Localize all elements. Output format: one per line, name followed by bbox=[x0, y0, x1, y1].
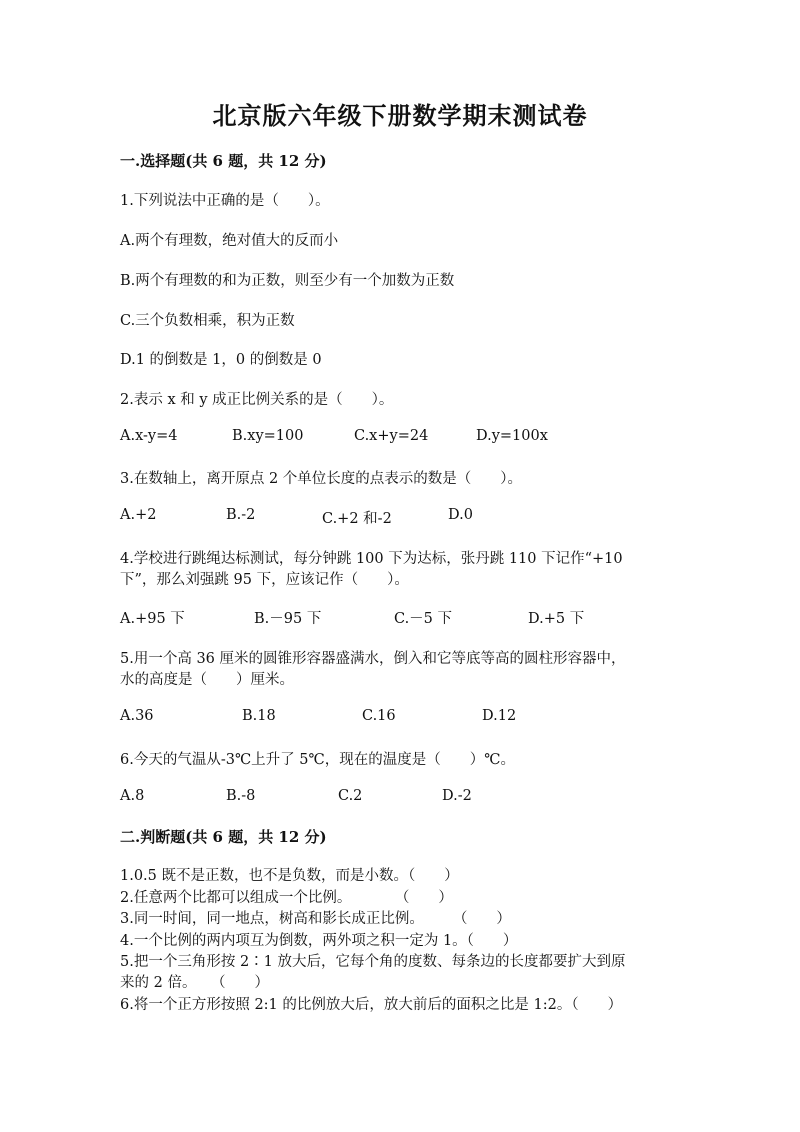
question-2-stem: 2.表示 x 和 y 成正比例关系的是（ ）。 bbox=[120, 392, 394, 408]
judgement-4: 4.一个比例的两内项互为倒数，两外项之积一定为 1。（ ） bbox=[120, 933, 518, 949]
section-heading-choice: 一.选择题(共 6 题，共 12 分) bbox=[120, 152, 327, 170]
question-2-option-b: B.xy=100 bbox=[232, 428, 304, 444]
question-5-option-d: D.12 bbox=[482, 708, 517, 724]
question-4-option-d: D.+5 下 bbox=[528, 611, 585, 627]
question-3-option-d: D.0 bbox=[448, 507, 473, 523]
question-3-option-a: A.+2 bbox=[120, 507, 157, 523]
question-4-stem-line-2: 下”，那么刘强跳 95 下，应该记作（ ）。 bbox=[120, 572, 409, 588]
judgement-5-line-1: 5.把一个三角形按 2∶1 放大后，它每个角的度数、每条边的长度都要扩大到原 bbox=[120, 954, 626, 970]
question-2-option-a: A.x-y=4 bbox=[120, 428, 178, 444]
question-5-option-a: A.36 bbox=[120, 708, 154, 724]
question-2-option-c: C.x+y=24 bbox=[354, 428, 429, 444]
judgement-1: 1.0.5 既不是正数，也不是负数，而是小数。（ ） bbox=[120, 868, 459, 884]
question-4-option-a: A.+95 下 bbox=[120, 611, 185, 627]
question-6-option-a: A.8 bbox=[120, 788, 145, 804]
question-5-option-b: B.18 bbox=[242, 708, 276, 724]
question-5-stem-line-1: 5.用一个高 36 厘米的圆锥形容器盛满水，倒入和它等底等高的圆柱形容器中， bbox=[120, 651, 626, 667]
question-1-option-b: B.两个有理数的和为正数，则至少有一个加数为正数 bbox=[120, 273, 455, 289]
question-4-option-c: C.－5 下 bbox=[394, 611, 453, 627]
question-5-option-c: C.16 bbox=[362, 708, 396, 724]
judgement-6: 6.将一个正方形按照 2:1 的比例放大后，放大前后的面积之比是 1:2。（ ） bbox=[120, 997, 623, 1013]
question-5-stem-line-2: 水的高度是（ ）厘米。 bbox=[120, 672, 294, 688]
question-6-option-b: B.-8 bbox=[226, 788, 256, 804]
question-2-option-d: D.y=100x bbox=[476, 428, 548, 444]
judgement-2: 2.任意两个比都可以组成一个比例。 （ ） bbox=[120, 890, 453, 906]
judgement-5-line-2: 来的 2 倍。 （ ） bbox=[120, 975, 269, 991]
question-4-stem-line-1: 4.学校进行跳绳达标测试，每分钟跳 100 下为达标，张丹跳 110 下记作“+10 bbox=[120, 551, 623, 567]
question-6-option-d: D.-2 bbox=[442, 788, 472, 804]
judgement-3: 3.同一时间，同一地点，树高和影长成正比例。 （ ） bbox=[120, 911, 511, 927]
question-3-option-c: C.+2 和-2 bbox=[322, 511, 392, 527]
question-1-option-d: D.1 的倒数是 1，0 的倒数是 0 bbox=[120, 352, 322, 368]
page-title: 北京版六年级下册数学期末测试卷 bbox=[212, 101, 588, 130]
question-1-option-c: C.三个负数相乘，积为正数 bbox=[120, 313, 295, 329]
section-heading-true-false: 二.判断题(共 6 题，共 12 分) bbox=[120, 828, 327, 846]
question-6-stem: 6.今天的气温从-3℃上升了 5℃，现在的温度是（ ）℃。 bbox=[120, 752, 515, 768]
question-3-stem: 3.在数轴上，离开原点 2 个单位长度的点表示的数是（ ）。 bbox=[120, 471, 523, 487]
question-1-option-a: A.两个有理数，绝对值大的反而小 bbox=[120, 233, 339, 249]
question-6-option-c: C.2 bbox=[338, 788, 363, 804]
question-4-option-b: B.－95 下 bbox=[254, 611, 322, 627]
question-3-option-b: B.-2 bbox=[226, 507, 256, 523]
question-1-stem: 1.下列说法中正确的是（ ）。 bbox=[120, 193, 330, 209]
